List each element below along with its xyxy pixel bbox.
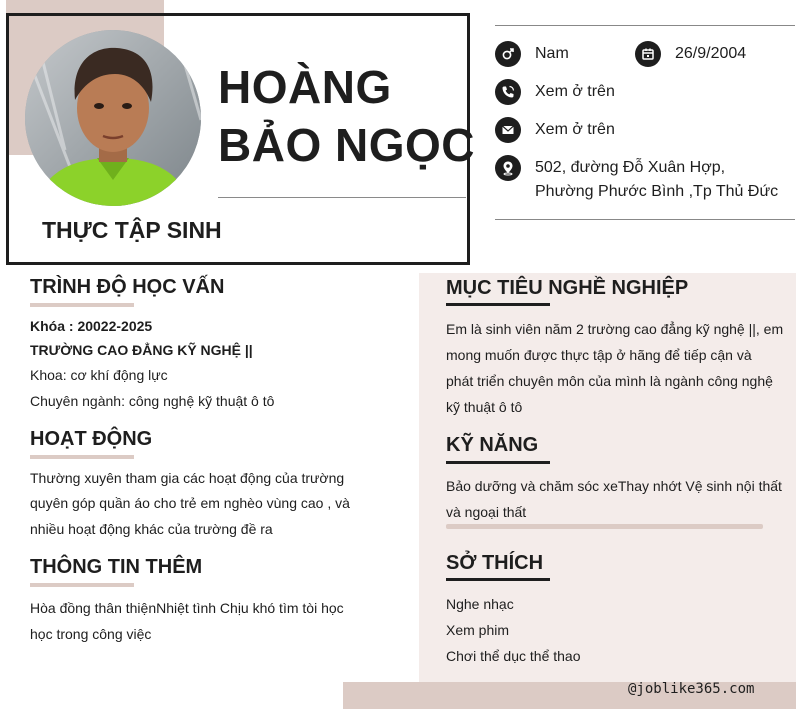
extra-info-title: THÔNG TIN THÊM	[30, 556, 203, 578]
education-course: Khóa : 20022-2025	[30, 318, 153, 334]
activities-line: nhiều hoạt động khác của trường đề ra	[30, 521, 273, 537]
gender-icon	[495, 41, 521, 67]
avatar	[25, 30, 201, 206]
education-underline	[30, 303, 134, 307]
candidate-name-line2: BẢO NGỌC	[218, 119, 475, 171]
career-goal-title: MỤC TIÊU NGHỀ NGHIỆP	[446, 277, 689, 299]
hobbies-title: SỞ THÍCH	[446, 552, 544, 574]
location-icon	[495, 155, 521, 181]
career-goal-line: phát triển chuyên môn của mình là ngành công nghệ	[446, 373, 773, 389]
email-icon	[495, 117, 521, 143]
hobby-item: Xem phim	[446, 622, 510, 638]
activities-line: Thường xuyên tham gia các hoạt động của trường	[30, 470, 345, 486]
education-title: TRÌNH ĐỘ HỌC VẤN	[30, 276, 225, 298]
hobby-item: Chơi thể dục thể thao	[446, 648, 581, 664]
education-faculty: Khoa: cơ khí động lực	[30, 367, 168, 383]
extra-info-underline	[30, 583, 134, 587]
education-major: Chuyên ngành: công nghệ kỹ thuật ô tô	[30, 393, 275, 409]
career-goal-underline	[446, 303, 550, 306]
career-goal-line: kỹ thuật ô tô	[446, 399, 523, 415]
watermark-text: @joblike365.com	[628, 681, 755, 697]
activities-title: HOẠT ĐỘNG	[30, 428, 153, 450]
job-title: THỰC TẬP SINH	[42, 217, 222, 243]
career-goal-line: mong muốn được thực tập ở hãng để tiếp cận và	[446, 347, 752, 363]
phone-value: Xem ở trên	[535, 83, 615, 100]
address-line1: 502, đường Đỗ Xuân Hợp,	[535, 159, 726, 176]
skills-underline	[446, 461, 550, 464]
skills-line: và ngoại thất	[446, 504, 527, 520]
extra-info-line: học trong công việc	[30, 626, 152, 642]
hobby-item: Nghe nhạc	[446, 596, 514, 612]
phone-icon	[495, 79, 521, 105]
activities-line: quyên góp quần áo cho trẻ em nghèo vùng cao , và	[30, 495, 350, 511]
hobbies-underline	[446, 578, 550, 581]
contact-top-divider	[495, 25, 795, 26]
skills-bar	[446, 524, 763, 529]
address-line2: Phường Phước Bình ,Tp Thủ Đức	[535, 183, 779, 200]
avatar-photo	[25, 30, 201, 206]
birthday-value: 26/9/2004	[675, 45, 747, 62]
contact-bottom-divider	[495, 219, 795, 220]
activities-underline	[30, 455, 134, 459]
career-goal-line: Em là sinh viên năm 2 trường cao đẳng kỹ nghệ ||, em	[446, 321, 784, 337]
education-school: TRƯỜNG CAO ĐẲNG KỸ NGHỆ ||	[30, 342, 253, 358]
candidate-name-line1: HOÀNG	[218, 61, 392, 113]
name-divider	[218, 197, 466, 198]
gender-value: Nam	[535, 45, 569, 62]
email-value: Xem ở trên	[535, 121, 615, 138]
calendar-icon	[635, 41, 661, 67]
skills-title: KỸ NĂNG	[446, 434, 539, 456]
candidate-name	[218, 58, 475, 174]
extra-info-line: Hòa đồng thân thiệnNhiệt tình Chịu khó tìm tòi học	[30, 600, 344, 616]
skills-line: Bảo dưỡng và chăm sóc xeThay nhớt Vệ sinh nội thất	[446, 478, 782, 494]
